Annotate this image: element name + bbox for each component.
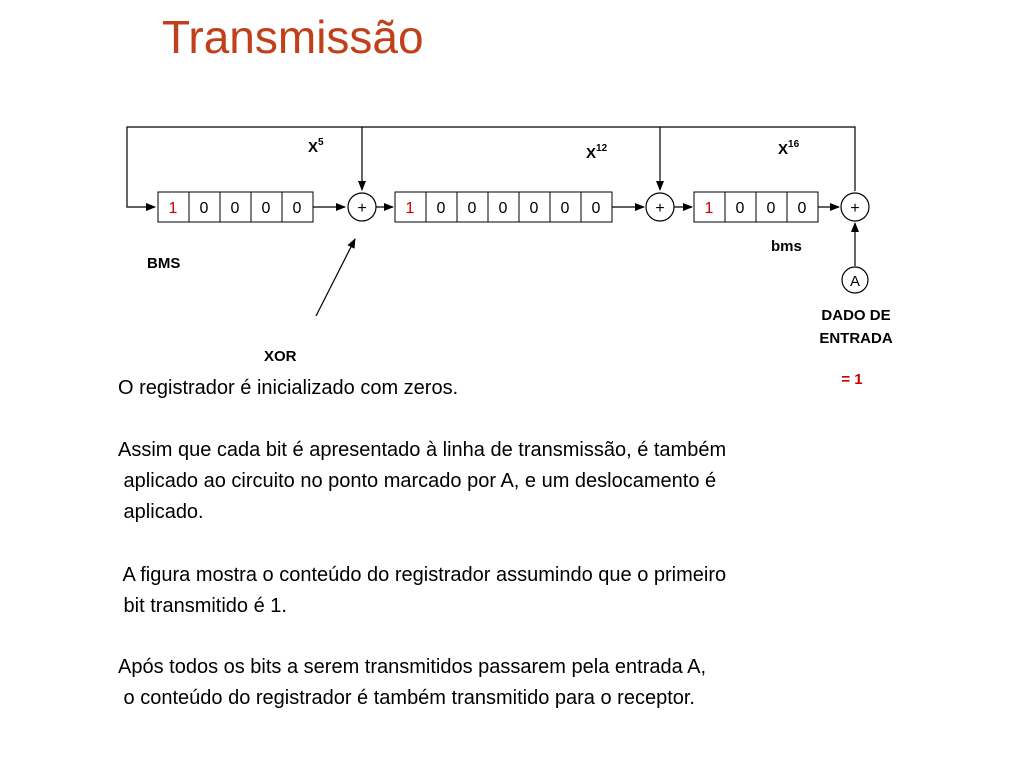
input-label-line1: DADO DE [821, 307, 891, 324]
paragraph-line: Após todos os bits a serem transmitidos passarem pela entrada A, [118, 656, 707, 678]
bit-value: 0 [261, 200, 271, 217]
tap-x16-label: $X^{16}$ [778, 139, 800, 158]
bit-value: 0 [560, 200, 570, 217]
register-2 [395, 192, 612, 222]
bit-value: 0 [766, 200, 776, 217]
bms-upper-label: BMS [147, 255, 181, 272]
paragraph-4 [118, 652, 706, 714]
page-title: Transmissão [162, 11, 424, 63]
bms-lower-label: bms [771, 238, 802, 255]
paragraph-2 [118, 435, 726, 528]
bit-value: 1 [405, 200, 415, 217]
bit-value: 0 [199, 200, 209, 217]
xor-symbol: + [357, 200, 367, 217]
xor-node-2 [646, 193, 674, 221]
bit-value: 0 [436, 200, 446, 217]
paragraph-line: A figura mostra o conteúdo do registrador assumindo que o primeiro [118, 564, 727, 586]
paragraph-line: o conteúdo do registrador é também transmitido para o receptor. [118, 687, 695, 709]
bit-value: 0 [735, 200, 745, 217]
bit-value: 0 [797, 200, 807, 217]
xor-symbol: + [850, 200, 860, 217]
bit-value: 0 [498, 200, 508, 217]
input-node-a [842, 267, 868, 293]
register-3 [694, 192, 818, 222]
bit-value: 0 [591, 200, 601, 217]
paragraph-line: bit transmitido é 1. [118, 595, 287, 617]
bit-value: 0 [230, 200, 240, 217]
input-label-line2: ENTRADA [819, 330, 893, 347]
xor-node-3 [841, 193, 869, 221]
xor-symbol: + [655, 200, 665, 217]
tap-x5-label: $X^5$ [308, 137, 324, 156]
input-node-label: A [849, 273, 861, 290]
bit-value: 1 [168, 200, 178, 217]
bit-value: 1 [704, 200, 714, 217]
paragraph-line: aplicado. [118, 501, 204, 523]
xor-label: XOR [264, 348, 297, 365]
xor-pointer-arrow [316, 239, 355, 316]
tap-x12-label: $X^{12}$ [586, 143, 608, 162]
bit-value: 0 [292, 200, 302, 217]
paragraph-3 [118, 560, 726, 622]
input-value: = 1 [841, 371, 863, 388]
bit-value: 0 [467, 200, 477, 217]
paragraph-line: Assim que cada bit é apresentado à linha de transmissão, é também [118, 439, 727, 461]
paragraph-1 [118, 373, 458, 404]
paragraph-line: aplicado ao circuito no ponto marcado por A, e um deslocamento é [118, 470, 717, 492]
paragraph-line: O registrador é inicializado com zeros. [118, 377, 459, 399]
register-1 [158, 192, 313, 222]
xor-node-1 [348, 193, 376, 221]
bit-value: 0 [529, 200, 539, 217]
